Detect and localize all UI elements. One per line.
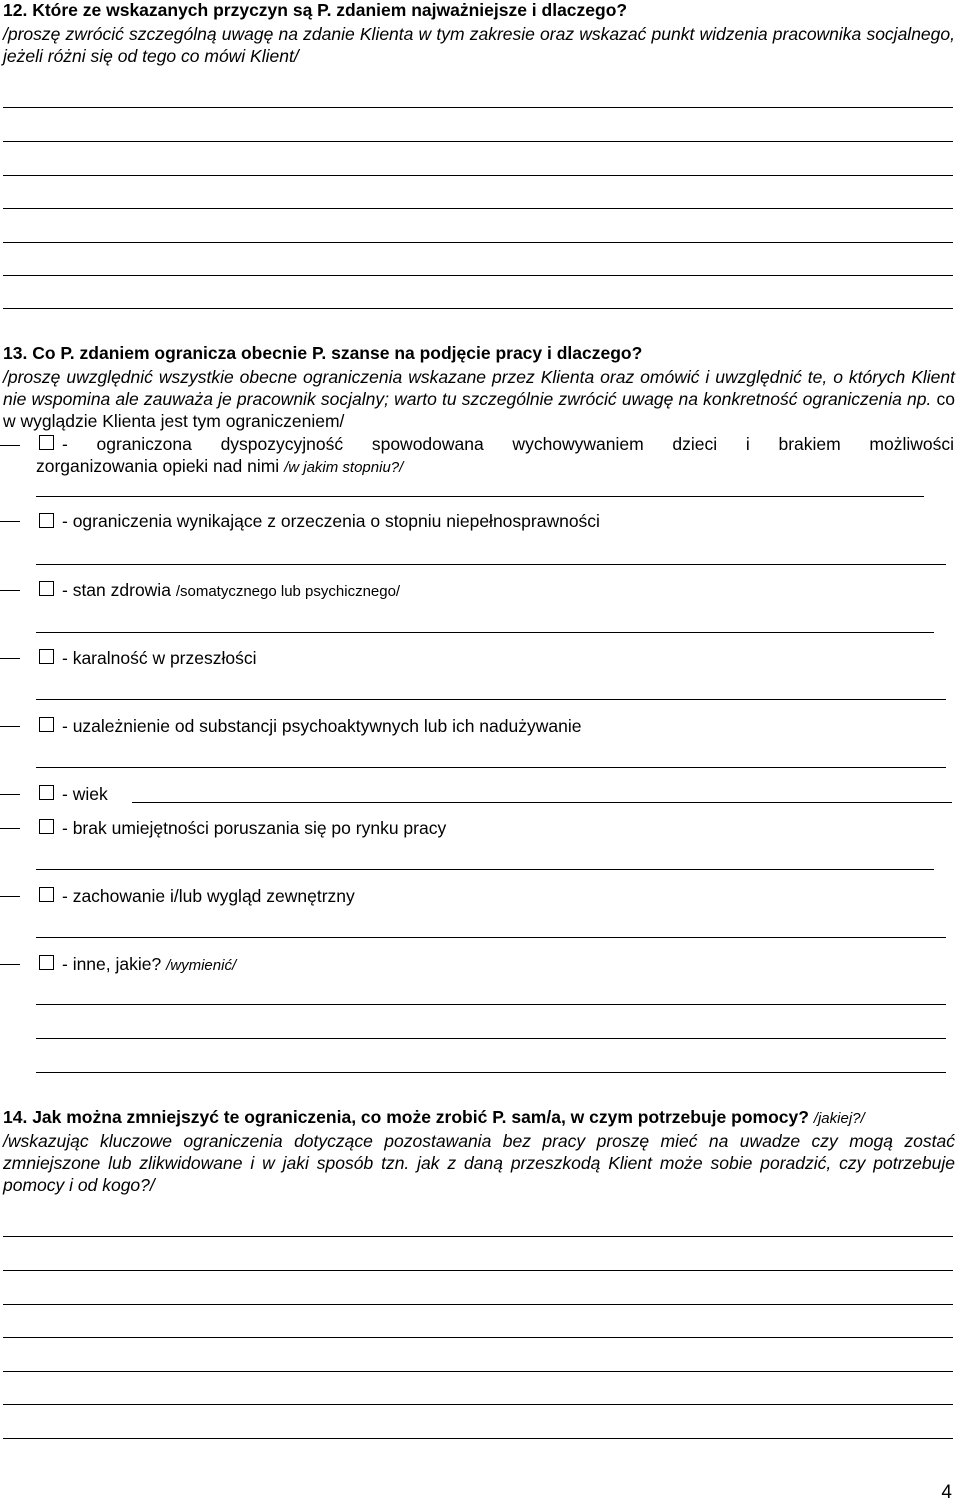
option-dash [0, 828, 20, 829]
option-dash [0, 445, 20, 446]
q13-heading: 13. Co P. zdaniem ogranicza obecnie P. szanse na podjęcie pracy i dlaczego? [3, 343, 643, 363]
answer-line[interactable] [36, 1072, 946, 1073]
option-sub-note: /w jakim stopniu?/ [284, 459, 404, 476]
option-dash [0, 726, 20, 727]
option-checkbox-dyspozycyjnosc[interactable] [39, 435, 54, 450]
option-checkbox-wyglad[interactable] [39, 887, 54, 902]
q12-instruction: /proszę zwrócić szczególną uwagę na zdanie Klienta w tym zakresie oraz wskazać punkt widzenia pracownika socjalnego, jeżeli różni się od tego co mówi Klient/ [3, 24, 955, 66]
option-label-wyglad: - zachowanie i/lub wygląd zewnętrzny [62, 886, 355, 906]
option-label-line2-text: zorganizowania opieki nad nimi [36, 456, 280, 476]
answer-line[interactable] [3, 275, 953, 276]
q13-instruction-plain: co w wyglądzie Klienta jest tym ograniczeniem/ [3, 389, 955, 431]
q14-heading [3, 1107, 865, 1128]
answer-line[interactable] [36, 496, 924, 497]
answer-line[interactable] [3, 1236, 953, 1237]
option-checkbox-inne[interactable] [39, 955, 54, 970]
option-sub-note: /wymienić/ [166, 957, 237, 974]
answer-line[interactable] [3, 175, 953, 176]
answer-line[interactable] [3, 1404, 953, 1405]
option-label-text: - stan zdrowia [62, 580, 171, 600]
answer-line[interactable] [3, 107, 953, 108]
answer-line[interactable] [36, 937, 946, 938]
option-checkbox-niepelnosprawnosc[interactable] [39, 513, 54, 528]
option-label-niepelnosprawnosc: - ograniczenia wynikające z orzeczenia o stopniu niepełnosprawności [62, 511, 600, 531]
q12-heading: 12. Które ze wskazanych przyczyn są P. zdaniem najważniejsze i dlaczego? [3, 0, 628, 20]
answer-line[interactable] [36, 699, 946, 700]
option-checkbox-wiek[interactable] [39, 785, 54, 800]
option-label-dyspozycyjnosc-line2 [36, 455, 403, 479]
option-label-dyspozycyjnosc: - ograniczona dyspozycyjność spowodowana wychowywaniem dzieci i brakiem możliwości [62, 434, 954, 454]
option-label-inne [62, 953, 236, 977]
answer-line[interactable] [3, 1304, 953, 1305]
answer-line[interactable] [3, 1438, 953, 1439]
answer-line[interactable] [3, 242, 953, 243]
q14-heading-sub: /jakiej?/ [813, 1110, 865, 1127]
option-dash [0, 590, 20, 591]
option-checkbox-karalnosc[interactable] [39, 649, 54, 664]
answer-line[interactable] [3, 1270, 953, 1271]
option-checkbox-uzaleznienie[interactable] [39, 717, 54, 732]
option-label-uzaleznienie: - uzależnienie od substancji psychoaktywnych lub ich nadużywanie [62, 716, 582, 736]
option-label-stan-zdrowia [62, 579, 400, 603]
option-label-rynek-pracy: - brak umiejętności poruszania się po rynku pracy [62, 818, 447, 838]
option-sub-note: /somatycznego lub psychicznego/ [175, 583, 401, 600]
answer-line[interactable] [36, 767, 946, 768]
q13-instruction [3, 366, 955, 432]
option-checkbox-rynek-pracy[interactable] [39, 819, 54, 834]
answer-line[interactable] [132, 802, 952, 803]
option-dash [0, 896, 20, 897]
option-checkbox-stan-zdrowia[interactable] [39, 581, 54, 596]
option-dash [0, 964, 20, 965]
answer-line[interactable] [3, 308, 953, 309]
answer-line[interactable] [3, 1337, 953, 1338]
option-dash [0, 658, 20, 659]
option-dash [0, 794, 20, 795]
option-label-wiek: - wiek [62, 784, 108, 804]
answer-line[interactable] [36, 632, 934, 633]
answer-line[interactable] [36, 1004, 946, 1005]
option-label-text: - inne, jakie? [62, 954, 162, 974]
answer-line[interactable] [36, 869, 934, 870]
q14-instruction: /wskazując kluczowe ograniczenia dotyczące pozostawania bez pracy proszę mieć na uwadze czy mogą zostać zmniejszone lub zlikwidowane i w jaki sposób tzn. jak z daną przeszkodą Klient może sobie poradzić, czy potrzebuje pomocy i od kogo?/ [3, 1131, 955, 1195]
answer-line[interactable] [3, 208, 953, 209]
answer-line[interactable] [36, 1038, 946, 1039]
option-dash [0, 521, 20, 522]
page-number: 4 [941, 1482, 952, 1503]
option-label-karalnosc: - karalność w przeszłości [62, 648, 257, 668]
q13-instruction-italic: /proszę uwzględnić wszystkie obecne ograniczenia wskazane przez Klienta oraz omówić i uwzględnić te, o których Klient nie wspomina ale zauważa je pracownik socjalny; warto tu szczególnie zwrócić uwagę na konkretność ograniczenia np. [3, 367, 955, 409]
answer-line[interactable] [36, 564, 946, 565]
answer-line[interactable] [3, 1371, 953, 1372]
q14-heading-text: 14. Jak można zmniejszyć te ograniczenia, co może zrobić P. sam/a, w czym potrzebuje pomocy? [3, 1107, 809, 1127]
answer-line[interactable] [3, 141, 953, 142]
